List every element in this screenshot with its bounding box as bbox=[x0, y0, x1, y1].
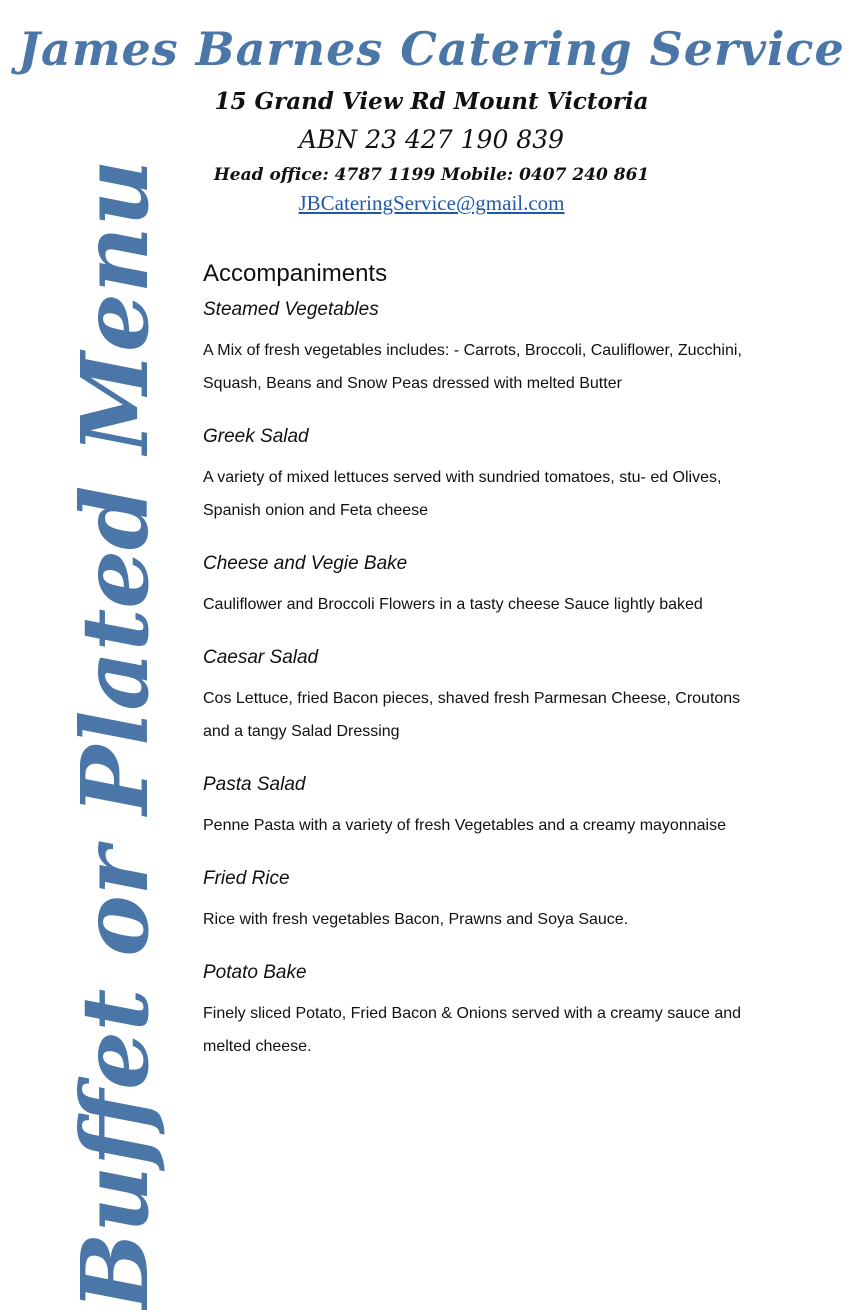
description-line: melted cheese. bbox=[203, 1038, 312, 1055]
description-line: A variety of mixed lettuces served with sundried tomatoes, stu- ed Olives, bbox=[203, 469, 722, 486]
description-line: A Mix of fresh vegetables includes: - Carrots, Broccoli, Cauliflower, Zucchini, bbox=[203, 342, 742, 359]
menu-item bbox=[203, 867, 823, 936]
menu-item-name: Fried Rice bbox=[203, 868, 290, 889]
menu-item-description bbox=[203, 903, 823, 936]
description-line: and a tangy Salad Dressing bbox=[203, 723, 400, 740]
description-line: Rice with fresh vegetables Bacon, Prawns and Soya Sauce. bbox=[203, 911, 629, 928]
menu-section bbox=[203, 258, 823, 1088]
menu-item-description bbox=[203, 997, 823, 1063]
menu-item bbox=[203, 646, 823, 748]
description-line: Cos Lettuce, fried Bacon pieces, shaved fresh Parmesan Cheese, Croutons bbox=[203, 690, 741, 707]
menu-item-description bbox=[203, 461, 823, 527]
company-address: 15 Grand View Rd Mount Victoria bbox=[214, 88, 649, 115]
menu-item-name: Potato Bake bbox=[203, 962, 307, 983]
menu-items bbox=[203, 298, 823, 1063]
menu-item-name: Greek Salad bbox=[203, 426, 309, 447]
description-line: Penne Pasta with a variety of fresh Vegetables and a creamy mayonnaise bbox=[203, 817, 726, 834]
menu-item bbox=[203, 773, 823, 842]
menu-item-name: Steamed Vegetables bbox=[203, 299, 379, 320]
section-title: Accompaniments bbox=[203, 260, 388, 287]
description-line: Cauliflower and Broccoli Flowers in a tasty cheese Sauce lightly baked bbox=[203, 596, 703, 613]
menu-item bbox=[203, 298, 823, 400]
description-line: Squash, Beans and Snow Peas dressed with melted Butter bbox=[203, 375, 622, 392]
menu-item bbox=[203, 961, 823, 1063]
menu-item-description bbox=[203, 809, 823, 842]
description-line: Finely sliced Potato, Fried Bacon & Onions served with a creamy sauce and bbox=[203, 1005, 742, 1022]
email-link[interactable]: JBCateringService@gmail.com bbox=[298, 191, 565, 215]
side-title: Buffet or Plated Menu bbox=[61, 159, 169, 1310]
company-phones: Head office: 4787 1199 Mobile: 0407 240 861 bbox=[213, 165, 650, 185]
menu-item-description bbox=[203, 334, 823, 400]
menu-item-description bbox=[203, 588, 823, 621]
menu-item bbox=[203, 552, 823, 621]
menu-item-name: Caesar Salad bbox=[203, 647, 319, 668]
menu-item-name: Pasta Salad bbox=[203, 774, 306, 795]
menu-item-description bbox=[203, 682, 823, 748]
menu-item-name: Cheese and Vegie Bake bbox=[203, 553, 408, 574]
description-line: Spanish onion and Feta cheese bbox=[203, 502, 429, 519]
menu-item bbox=[203, 425, 823, 527]
company-title: James Barnes Catering Service bbox=[18, 22, 845, 76]
company-abn: ABN 23 427 190 839 bbox=[298, 125, 565, 154]
